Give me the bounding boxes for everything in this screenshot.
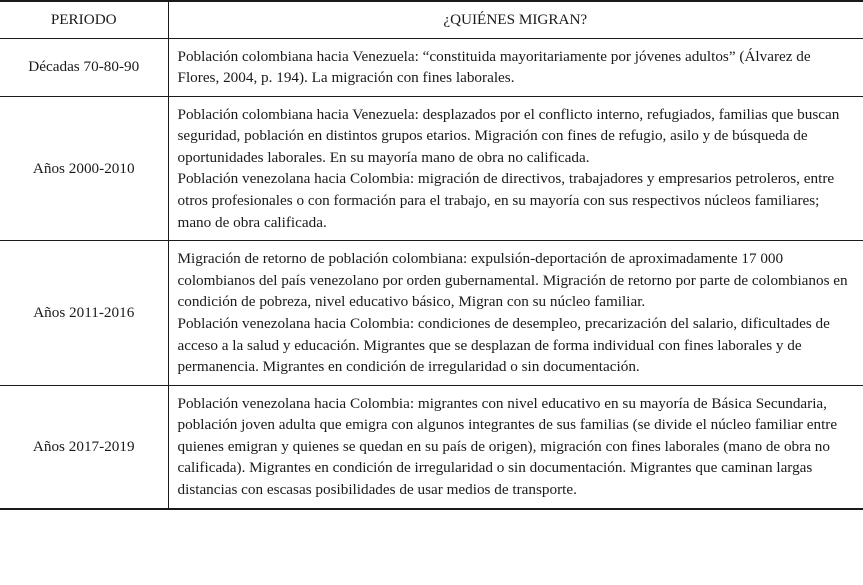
column-header-periodo: PERIODO (0, 1, 168, 38)
description-paragraph: Población venezolana hacia Colombia: condiciones de desempleo, precarización del salario, dificultades de acceso a la salud y educación. Migrantes que se desplazan de forma individual con fines laborales y de permanencia. Migrantes en condición de irregularidad o sin documentación. (177, 314, 830, 376)
table-row (0, 241, 863, 385)
table-body (0, 38, 863, 508)
description-cell (168, 96, 863, 240)
period-label-anos-2000-2010: Años 2000-2010 (0, 96, 168, 240)
description-paragraph: Población venezolana hacia Colombia: migrantes con nivel educativo en su mayoría de Básica Secundaria, población joven adulta que emigra con algunos integrantes de sus familias (se divide el núcleo familiar entre quienes emigran y quienes se quedan en su país de origen), migración con fines laborales (mano de obra no calificada). Migrantes en condición de irregularidad o sin documentación. Migrantes que caminan largas distancias con escasas posibilidades de usar medios de transporte. (177, 394, 838, 498)
table-header (0, 1, 863, 38)
table-header-row (0, 1, 863, 38)
description-paragraph: Migración de retorno de población colombiana: expulsión-deportación de aproximadamente 17 000 colombianos del país venezolano por orden gubernamental. Migración de retorno por parte de colombianos en condición de pobreza, nivel educativo básico, Migran con su núcleo familiar. (177, 250, 848, 311)
period-label-decadas-70-80-90: Décadas 70-80-90 (0, 38, 168, 96)
description-paragraph: Población colombiana hacia Venezuela: “constituida mayoritariamente por jóvenes adultos” (Álvarez de Flores, 2004, p. 194). La migración con fines laborales. (177, 47, 811, 87)
description-cell (168, 241, 863, 385)
description-cell (168, 38, 863, 96)
description-paragraph: Población venezolana hacia Colombia: migración de directivos, trabajadores y empresarios petroleros, entre otros profesionales o con formación para el trabajo, en su mayoría con sus respectivos núcleos familiares; mano de obra calificada. (177, 170, 835, 231)
description-paragraph: Población colombiana hacia Venezuela: desplazados por el conflicto interno, refugiados, familias que buscan seguridad, población en distintos grupos etarios. Migración con fines de refugio, asilo y de búsqueda de oportunidades laborales. En su mayoría mano de obra no calificada. (177, 105, 840, 166)
period-label-anos-2011-2016: Años 2011-2016 (0, 241, 168, 385)
description-cell (168, 385, 863, 508)
column-header-quienes-migran: ¿QUIÉNES MIGRAN? (443, 11, 588, 28)
table-row (0, 385, 863, 508)
table-row (0, 96, 863, 240)
table-row (0, 38, 863, 96)
period-label-anos-2017-2019: Años 2017-2019 (0, 385, 168, 508)
